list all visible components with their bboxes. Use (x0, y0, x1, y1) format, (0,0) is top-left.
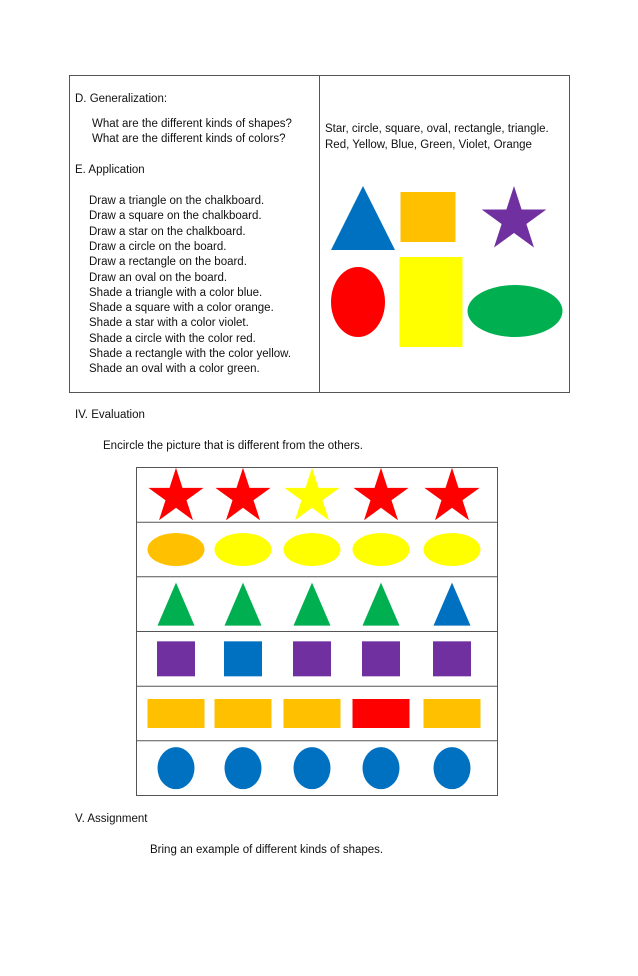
evaluation-triangle (158, 583, 195, 626)
evaluation-instruction: Encircle the picture that is different from the others. (103, 440, 363, 452)
answer-colors: Red, Yellow, Blue, Green, Violet, Orange (325, 139, 532, 151)
evaluation-circle (225, 747, 262, 789)
sample-oval (468, 285, 563, 337)
generalization-heading: D. Generalization: (75, 93, 168, 105)
evaluation-star (424, 468, 479, 521)
evaluation-star (353, 468, 408, 521)
application-item: Shade a star with a color violet. (89, 317, 249, 330)
evaluation-circle (158, 747, 195, 789)
application-heading: E. Application (75, 164, 145, 176)
evaluation-triangle (363, 583, 400, 626)
evaluation-square (224, 641, 262, 676)
assignment-heading: V. Assignment (75, 813, 148, 825)
evaluation-square (433, 641, 471, 676)
evaluation-oval (148, 533, 205, 566)
evaluation-square (293, 641, 331, 676)
evaluation-circle (434, 747, 471, 789)
evaluation-rectangle (215, 699, 272, 728)
evaluation-oval (284, 533, 341, 566)
evaluation-star (148, 468, 203, 521)
evaluation-square (362, 641, 400, 676)
application-item: Draw a rectangle on the board. (89, 256, 247, 269)
evaluation-grid (136, 467, 499, 797)
evaluation-square (157, 641, 195, 676)
sample-shapes (320, 176, 568, 356)
sample-rectangle (400, 257, 463, 347)
answer-shapes: Star, circle, square, oval, rectangle, triangle. (325, 123, 549, 135)
evaluation-triangle (225, 583, 262, 626)
application-item: Shade an oval with a color green. (89, 363, 260, 376)
sample-star (482, 186, 547, 248)
application-item: Shade a circle with the color red. (89, 332, 256, 345)
application-item: Draw a square on the chalkboard. (89, 210, 262, 223)
sample-square (401, 192, 456, 242)
evaluation-star (215, 468, 270, 521)
application-item: Draw a star on the chalkboard. (89, 225, 246, 238)
sample-circle (331, 267, 385, 337)
evaluation-rectangle (424, 699, 481, 728)
evaluation-circle (294, 747, 331, 789)
evaluation-rectangle (148, 699, 205, 728)
evaluation-oval (353, 533, 410, 566)
evaluation-triangle (434, 583, 471, 626)
evaluation-oval (215, 533, 272, 566)
evaluation-circle (363, 747, 400, 789)
evaluation-rectangle (353, 699, 410, 728)
evaluation-star (284, 468, 339, 521)
application-item: Draw a triangle on the chalkboard. (89, 195, 265, 207)
application-item: Shade a rectangle with the color yellow. (89, 348, 292, 360)
evaluation-rectangle (284, 699, 341, 728)
evaluation-heading: IV. Evaluation (75, 409, 145, 421)
application-item: Draw a circle on the board. (89, 240, 227, 253)
generalization-question-2: What are the different kinds of colors? (92, 133, 286, 145)
assignment-text: Bring an example of different kinds of shapes. (150, 844, 384, 856)
evaluation-triangle (294, 583, 331, 626)
sample-triangle (331, 186, 395, 250)
application-item: Shade a square with a color orange. (89, 302, 274, 315)
generalization-question-1: What are the different kinds of shapes? (92, 118, 292, 130)
application-item: Shade a triangle with a color blue. (89, 286, 263, 299)
evaluation-oval (424, 533, 481, 566)
application-item: Draw an oval on the board. (89, 271, 228, 284)
